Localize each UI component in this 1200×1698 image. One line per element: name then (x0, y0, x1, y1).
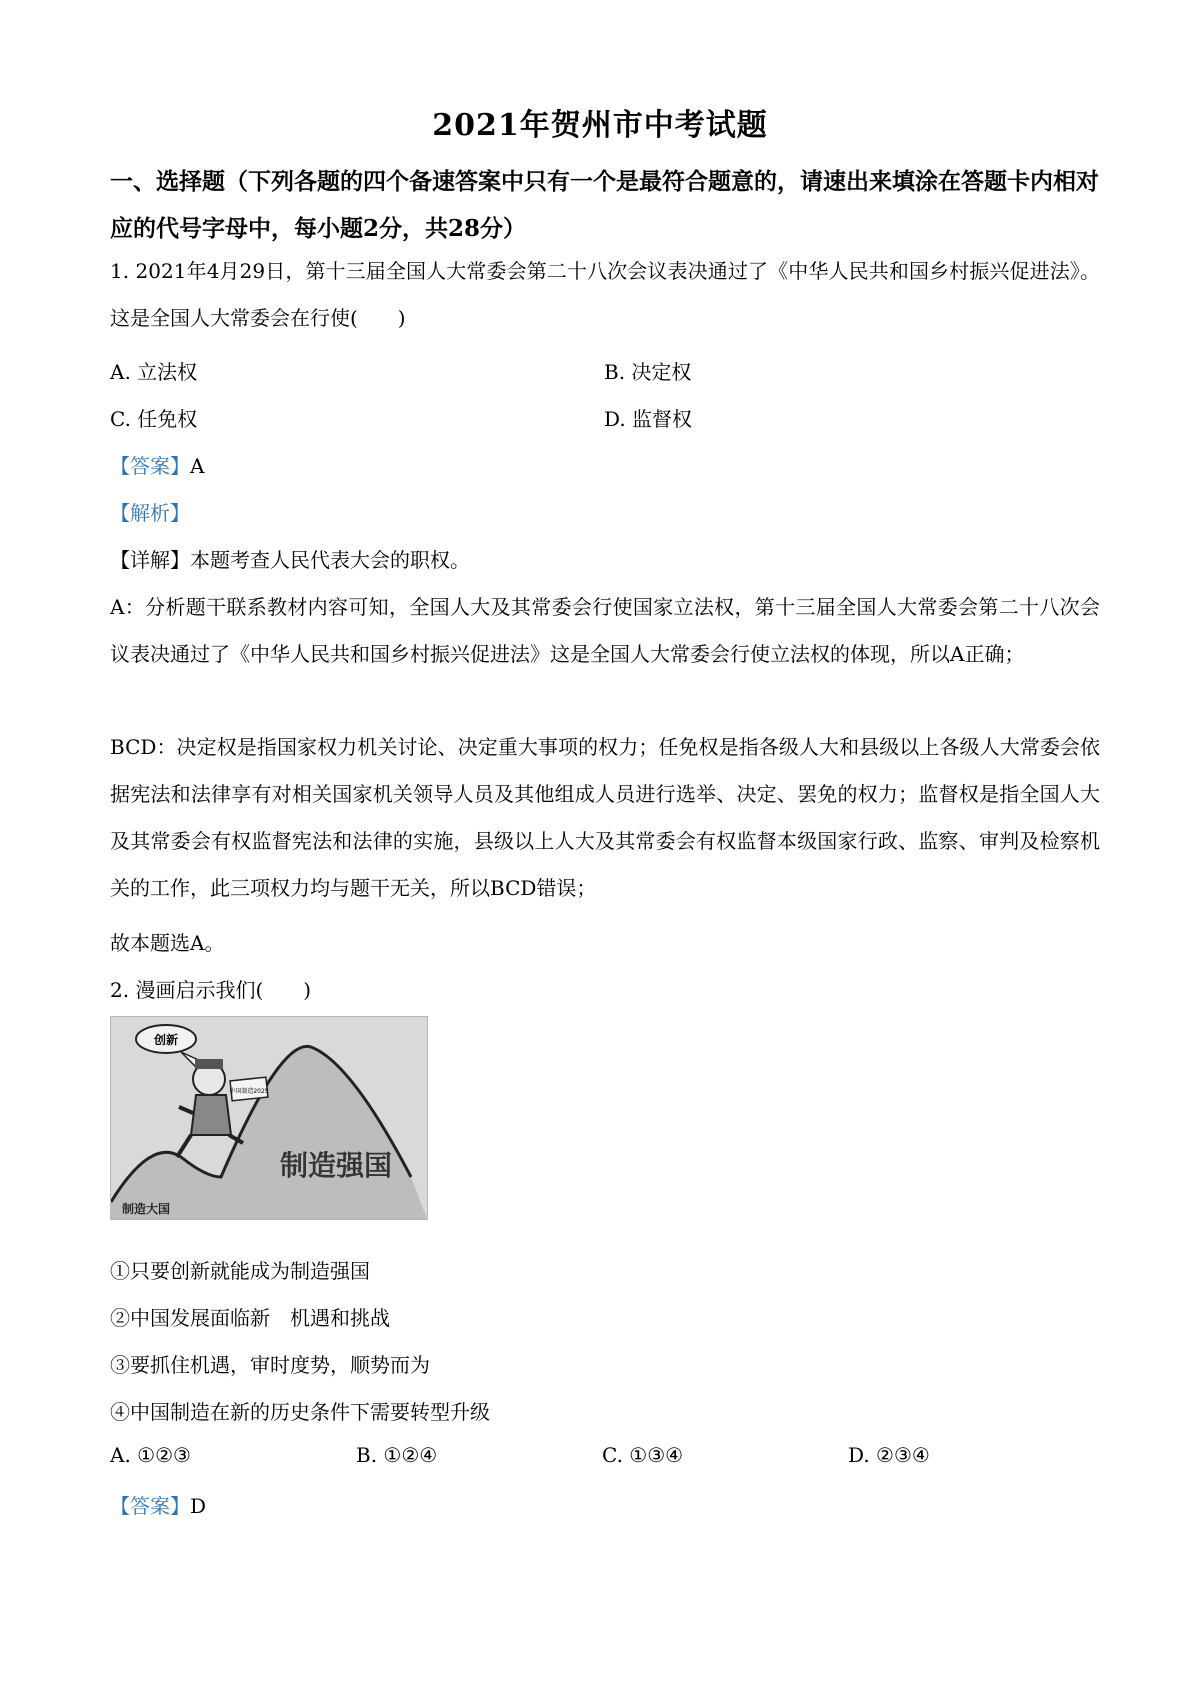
q1-option-b: B. 决定权 (604, 360, 692, 384)
cartoon-sign-text: 中国制造2025 (229, 1088, 269, 1095)
q2-stem: 2. 漫画启示我们( ) (110, 978, 312, 1002)
q1-explanation-a: A：分析题干联系教材内容可知，全国人大及其常委会行使国家立法权，第十三届全国人大常委会第二十八次会议表决通过了《中华人民共和国乡村振兴促进法》这是全国人大常委会行使立法权的体现，所以A正确； (110, 595, 1100, 666)
q2-option-b: B. ①②④ (356, 1443, 438, 1467)
q2-statement-1: ①只要创新就能成为制造强国 (110, 1259, 370, 1283)
q1-answer-label: 【答案】 (110, 454, 190, 478)
q1-option-c: C. 任免权 (110, 407, 198, 431)
cartoon-small-label: 制造大国 (121, 1202, 171, 1216)
section-heading: 一、选择题（下列各题的四个备速答案中只有一个是最符合题意的，请速出来填涂在答题卡内相对应的代号字母中，每小题2分，共28分） (110, 168, 1099, 242)
q2-option-c: C. ①③④ (602, 1443, 684, 1467)
q1-stem: 1. 2021年4月29日，第十三届全国人大常委会第二十八次会议表决通过了《中华人民共和国乡村振兴促进法》。这是全国人大常委会在行使( ) (110, 259, 1100, 330)
q1-option-a: A. 立法权 (110, 360, 198, 384)
q2-statement-3: ③要抓住机遇，审时度势，顺势而为 (110, 1353, 430, 1377)
q1-option-d: D. 监督权 (604, 407, 693, 431)
cartoon-image (110, 1016, 428, 1220)
cartoon-big-label: 制造强国 (279, 1149, 393, 1182)
q2-answer (110, 1490, 206, 1519)
q1-explanation-bcd: BCD：决定权是指国家权力机关讨论、决定重大事项的权力；任免权是指各级人大和县级以上各级人大常委会依据宪法和法律享有对相关国家机关领导人员及其他组成人员进行选举、决定、罢免的权力；监督权是指全国人大及其常委会有权监督宪法和法律的实施，县级以上人大及其常委会有权监督本级国家行政、监察、审判及检察机关的工作，此三项权力均与题干无关，所以BCD错误； (110, 735, 1100, 900)
q2-answer-label: 【答案】 (110, 1494, 190, 1518)
q2-option-d: D. ②③④ (848, 1443, 930, 1467)
cartoon-bubble-text: 创新 (153, 1033, 179, 1047)
q1-conclusion: 故本题选A。 (110, 931, 225, 955)
q2-answer-value: D (190, 1494, 207, 1518)
q1-answer (110, 450, 204, 479)
q1-analysis-label: 【解析】 (110, 501, 190, 525)
cartoon-drawing (111, 1017, 427, 1219)
q2-statement-4: ④中国制造在新的历史条件下需要转型升级 (110, 1400, 490, 1424)
page-title: 2021年贺州市中考试题 (432, 108, 768, 143)
q2-option-a: A. ①②③ (110, 1443, 191, 1467)
q1-detail: 【详解】本题考查人民代表大会的职权。 (110, 548, 470, 572)
q2-statement-2: ②中国发展面临新 机遇和挑战 (110, 1306, 390, 1330)
q1-answer-value: A (190, 454, 205, 478)
